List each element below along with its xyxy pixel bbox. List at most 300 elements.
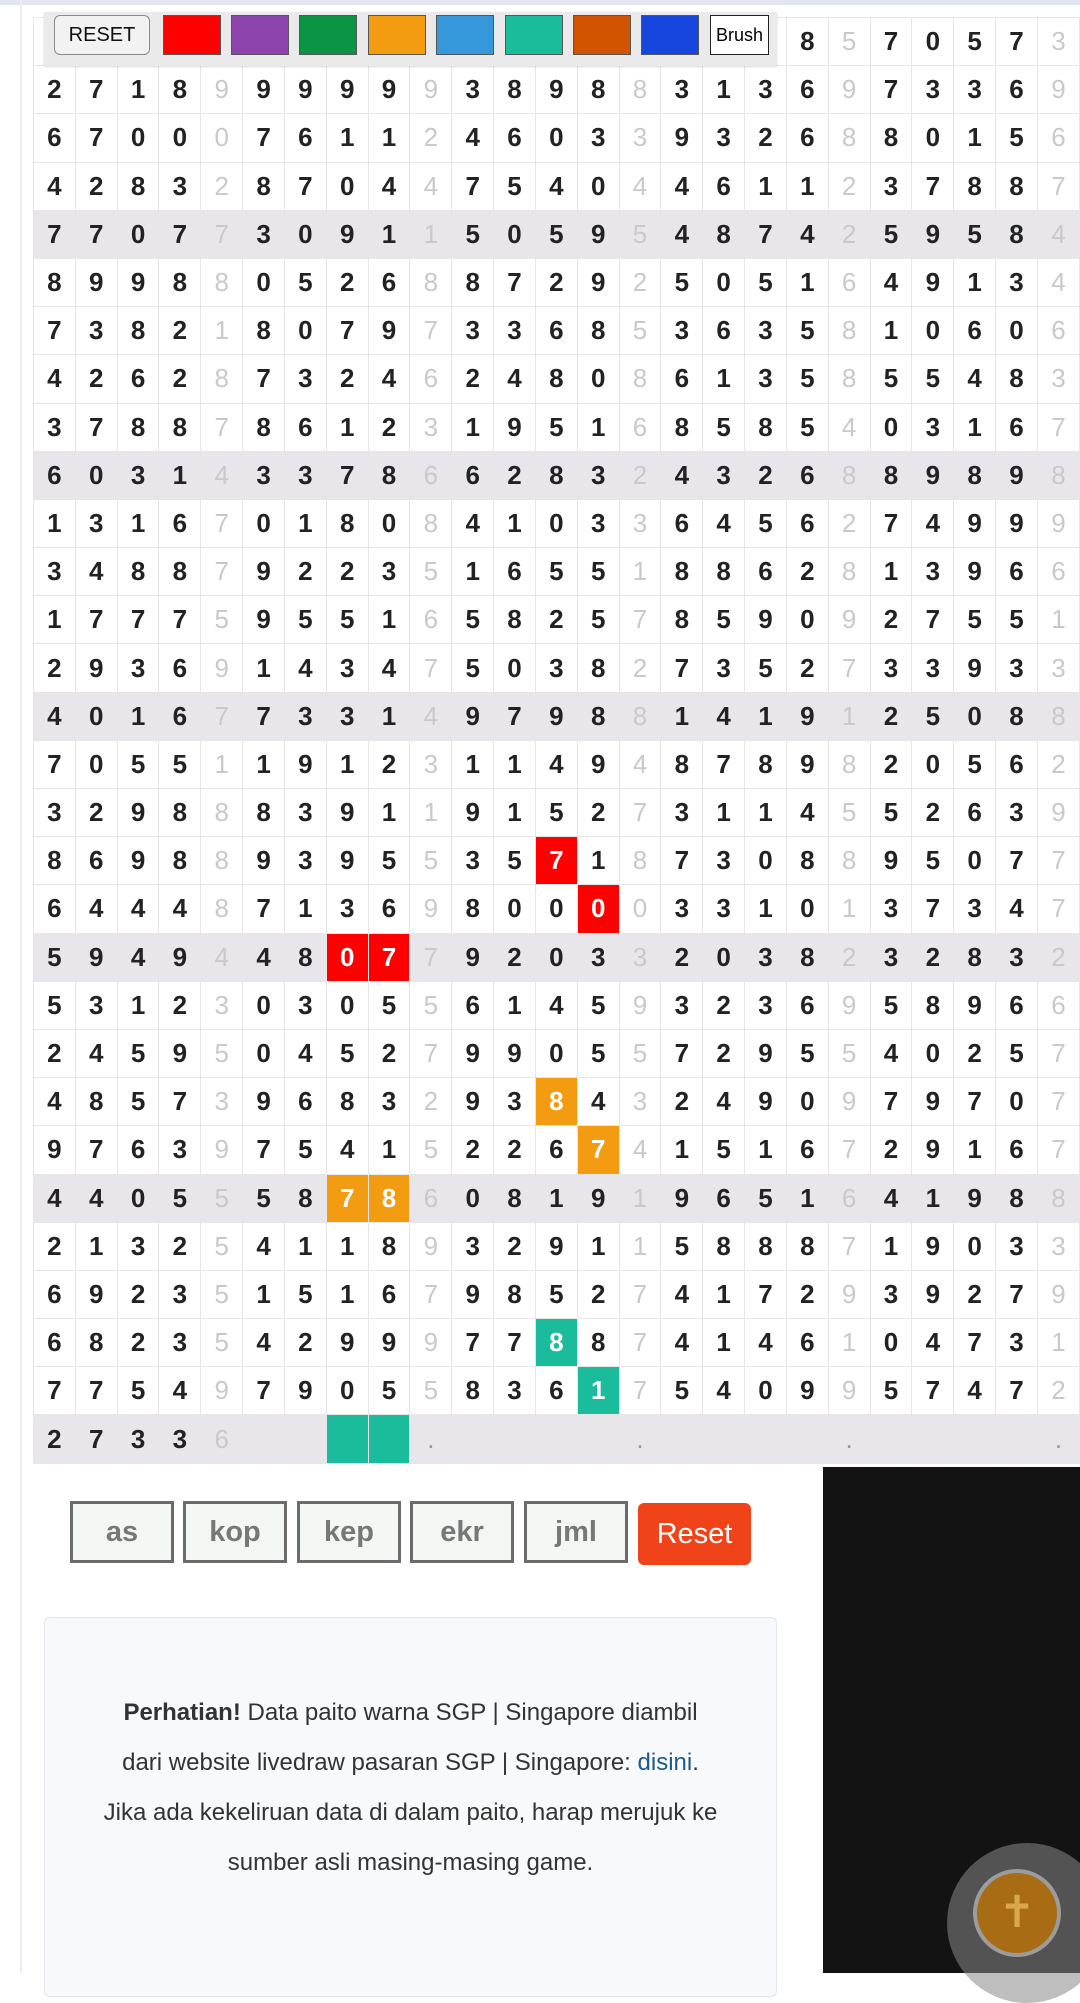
grid-cell[interactable]: 2	[34, 1222, 76, 1270]
grid-cell[interactable]: 1	[954, 258, 996, 306]
grid-cell[interactable]: 0	[243, 499, 285, 547]
grid-cell[interactable]: 3	[284, 837, 326, 885]
grid-cell[interactable]: 0	[75, 740, 117, 788]
grid-cell[interactable]: 8	[34, 837, 76, 885]
grid-cell[interactable]: 6	[410, 1174, 452, 1222]
grid-cell[interactable]: 2	[284, 548, 326, 596]
grid-cell[interactable]: 6	[201, 1415, 243, 1463]
grid-cell[interactable]: 3	[996, 644, 1038, 692]
grid-cell[interactable]: 9	[159, 933, 201, 981]
grid-cell[interactable]: 9	[410, 1319, 452, 1367]
grid-cell[interactable]: 9	[870, 837, 912, 885]
grid-cell[interactable]: 2	[745, 451, 787, 499]
grid-cell[interactable]: 4	[828, 403, 870, 451]
grid-cell[interactable]: 4	[452, 114, 494, 162]
grid-cell[interactable]: 4	[117, 933, 159, 981]
grid-cell[interactable]: 1	[494, 740, 536, 788]
grid-cell[interactable]: 8	[745, 740, 787, 788]
grid-cell[interactable]: 5	[326, 596, 368, 644]
grid-cell[interactable]: 7	[34, 1367, 76, 1415]
grid-cell[interactable]: 4	[745, 1319, 787, 1367]
grid-cell[interactable]: 6	[452, 451, 494, 499]
color-swatch-red[interactable]	[163, 15, 221, 55]
grid-cell[interactable]: 6	[786, 114, 828, 162]
grid-cell[interactable]: 5	[201, 1029, 243, 1077]
grid-cell[interactable]: 7	[828, 1222, 870, 1270]
grid-cell[interactable]: 0	[326, 933, 368, 981]
grid-cell[interactable]: 7	[75, 1367, 117, 1415]
grid-cell[interactable]: 7	[619, 596, 661, 644]
grid-cell[interactable]: 2	[870, 740, 912, 788]
grid-cell[interactable]: 7	[703, 740, 745, 788]
grid-cell[interactable]: 1	[410, 210, 452, 258]
grid-cell[interactable]: 6	[34, 114, 76, 162]
grid-cell[interactable]: 7	[410, 1270, 452, 1318]
grid-cell[interactable]: 9	[828, 596, 870, 644]
grid-cell[interactable]: 7	[243, 885, 285, 933]
grid-cell[interactable]: 7	[1037, 1126, 1079, 1174]
grid-cell[interactable]: 1	[703, 355, 745, 403]
grid-cell[interactable]: 5	[201, 1270, 243, 1318]
grid-cell[interactable]: 7	[996, 1367, 1038, 1415]
grid-cell[interactable]: 0	[912, 307, 954, 355]
grid-cell[interactable]: 0	[577, 162, 619, 210]
grid-cell[interactable]: 8	[745, 403, 787, 451]
grid-cell[interactable]: 5	[661, 1367, 703, 1415]
grid-cell[interactable]: 5	[117, 740, 159, 788]
grid-cell[interactable]: 3	[954, 66, 996, 114]
grid-cell[interactable]: 8	[661, 403, 703, 451]
grid-cell[interactable]: 5	[786, 355, 828, 403]
grid-cell[interactable]: 1	[117, 981, 159, 1029]
grid-cell[interactable]	[912, 1415, 954, 1463]
grid-cell[interactable]: 1	[368, 692, 410, 740]
grid-cell[interactable]: 9	[954, 981, 996, 1029]
grid-cell[interactable]: 0	[870, 403, 912, 451]
grid-cell[interactable]: 8	[284, 933, 326, 981]
grid-cell[interactable]: 7	[996, 18, 1038, 66]
grid-cell[interactable]: 8	[577, 644, 619, 692]
grid-cell[interactable]: 7	[912, 596, 954, 644]
grid-cell[interactable]: 0	[996, 1078, 1038, 1126]
grid-cell[interactable]: 5	[117, 1078, 159, 1126]
grid-cell[interactable]: 4	[494, 355, 536, 403]
grid-cell[interactable]: 5	[34, 981, 76, 1029]
grid-cell[interactable]: 5	[619, 1029, 661, 1077]
grid-cell[interactable]: 3	[159, 1415, 201, 1463]
grid-cell[interactable]: 2	[75, 162, 117, 210]
grid-cell[interactable]: 4	[535, 740, 577, 788]
grid-cell[interactable]: 4	[954, 355, 996, 403]
grid-cell[interactable]: 2	[828, 499, 870, 547]
grid-cell[interactable]: 8	[494, 596, 536, 644]
grid-cell[interactable]: 8	[912, 981, 954, 1029]
grid-cell[interactable]: 2	[786, 1270, 828, 1318]
jml-input[interactable]: jml	[524, 1501, 628, 1563]
grid-cell[interactable]: 7	[828, 644, 870, 692]
grid-cell[interactable]: 1	[368, 210, 410, 258]
kop-input[interactable]: kop	[183, 1501, 287, 1563]
grid-cell[interactable]: 2	[745, 114, 787, 162]
grid-cell[interactable]: 9	[368, 307, 410, 355]
grid-cell[interactable]: 9	[577, 258, 619, 306]
color-swatch-dark-orange[interactable]	[573, 15, 631, 55]
grid-cell[interactable]: 2	[284, 1319, 326, 1367]
grid-cell[interactable]: 4	[243, 1222, 285, 1270]
grid-cell[interactable]: 9	[1037, 1270, 1079, 1318]
grid-cell[interactable]: 3	[1037, 644, 1079, 692]
grid-cell[interactable]: 3	[117, 644, 159, 692]
grid-cell[interactable]: 9	[326, 66, 368, 114]
grid-cell[interactable]: 5	[912, 692, 954, 740]
grid-cell[interactable]: 5	[703, 1126, 745, 1174]
grid-cell[interactable]: 9	[452, 1270, 494, 1318]
grid-cell[interactable]: 5	[410, 837, 452, 885]
grid-cell[interactable]: 9	[452, 692, 494, 740]
grid-cell[interactable]: 9	[954, 644, 996, 692]
grid-cell[interactable]: 8	[159, 789, 201, 837]
grid-cell[interactable]: 6	[452, 981, 494, 1029]
grid-cell[interactable]: 6	[703, 162, 745, 210]
grid-cell[interactable]: 2	[577, 1270, 619, 1318]
grid-cell[interactable]: 6	[1037, 307, 1079, 355]
grid-cell[interactable]: 3	[159, 1319, 201, 1367]
grid-cell[interactable]: 9	[410, 1222, 452, 1270]
grid-cell[interactable]: 3	[912, 403, 954, 451]
grid-cell[interactable]: 5	[954, 210, 996, 258]
grid-cell[interactable]: 3	[117, 1415, 159, 1463]
grid-cell[interactable]: 4	[201, 933, 243, 981]
brush-button[interactable]: Brush	[710, 15, 769, 55]
grid-cell[interactable]: 7	[326, 307, 368, 355]
grid-cell[interactable]: 2	[661, 933, 703, 981]
grid-cell[interactable]: 3	[996, 789, 1038, 837]
grid-cell[interactable]: 4	[912, 1319, 954, 1367]
grid-cell[interactable]: 6	[703, 1174, 745, 1222]
grid-cell[interactable]: 4	[577, 1078, 619, 1126]
grid-cell[interactable]: 4	[284, 1029, 326, 1077]
grid-cell[interactable]: 2	[326, 548, 368, 596]
grid-cell[interactable]: 8	[494, 1174, 536, 1222]
grid-cell[interactable]: 9	[410, 66, 452, 114]
grid-cell[interactable]: 7	[1037, 837, 1079, 885]
grid-cell[interactable]: 4	[368, 355, 410, 403]
grid-cell[interactable]: 8	[159, 66, 201, 114]
grid-cell[interactable]: 7	[159, 1078, 201, 1126]
grid-cell[interactable]	[535, 1415, 577, 1463]
grid-cell[interactable]: 3	[34, 548, 76, 596]
grid-cell[interactable]: 6	[284, 1078, 326, 1126]
grid-cell[interactable]: 8	[452, 1367, 494, 1415]
grid-cell[interactable]: 8	[745, 1222, 787, 1270]
grid-cell[interactable]: 7	[619, 1367, 661, 1415]
grid-cell[interactable]: 5	[786, 403, 828, 451]
grid-cell[interactable]: 5	[619, 307, 661, 355]
grid-cell[interactable]: 2	[410, 1078, 452, 1126]
grid-cell[interactable]: 8	[996, 355, 1038, 403]
grid-cell[interactable]: 6	[996, 1126, 1038, 1174]
grid-cell[interactable]: 1	[452, 740, 494, 788]
grid-cell[interactable]: 5	[410, 1367, 452, 1415]
grid-cell[interactable]: 0	[494, 210, 536, 258]
grid-cell[interactable]: 9	[326, 789, 368, 837]
grid-cell[interactable]: 1	[326, 1270, 368, 1318]
grid-cell[interactable]: 3	[954, 885, 996, 933]
grid-cell[interactable]: 6	[284, 403, 326, 451]
grid-cell[interactable]: 6	[535, 1367, 577, 1415]
grid-cell[interactable]: 9	[34, 1126, 76, 1174]
grid-cell[interactable]: 0	[326, 1367, 368, 1415]
grid-cell[interactable]: 3	[870, 162, 912, 210]
grid-cell[interactable]: 8	[870, 451, 912, 499]
grid-cell[interactable]: 2	[452, 1126, 494, 1174]
grid-cell[interactable]: 9	[452, 1078, 494, 1126]
grid-cell[interactable]: 8	[326, 1078, 368, 1126]
grid-cell[interactable]: 7	[284, 162, 326, 210]
grid-cell[interactable]	[577, 1415, 619, 1463]
grid-cell[interactable]: 5	[201, 1222, 243, 1270]
grid-cell[interactable]: 9	[828, 1367, 870, 1415]
grid-cell[interactable]: 9	[326, 1319, 368, 1367]
grid-cell[interactable]: 4	[703, 499, 745, 547]
grid-cell[interactable]: 2	[619, 451, 661, 499]
grid-cell[interactable]: 4	[1037, 210, 1079, 258]
grid-cell[interactable]: 5	[828, 18, 870, 66]
grid-cell[interactable]: 2	[535, 596, 577, 644]
grid-cell[interactable]: 0	[284, 210, 326, 258]
grid-cell[interactable]: 9	[912, 258, 954, 306]
grid-cell[interactable]: 6	[368, 885, 410, 933]
grid-cell[interactable]: 1	[243, 1270, 285, 1318]
grid-cell[interactable]: 0	[535, 499, 577, 547]
grid-cell[interactable]: 8	[954, 933, 996, 981]
grid-cell[interactable]: 9	[159, 1029, 201, 1077]
grid-cell[interactable]: 8	[452, 258, 494, 306]
grid-cell[interactable]: 4	[703, 692, 745, 740]
grid-cell[interactable]: 2	[1037, 1367, 1079, 1415]
grid-cell[interactable]: 7	[201, 403, 243, 451]
grid-cell[interactable]: 0	[535, 933, 577, 981]
grid-cell[interactable]	[284, 1415, 326, 1463]
grid-cell[interactable]: 1	[494, 981, 536, 1029]
grid-cell[interactable]: 7	[494, 692, 536, 740]
grid-cell[interactable]: 7	[619, 1270, 661, 1318]
grid-cell[interactable]: 2	[912, 789, 954, 837]
grid-cell[interactable]: 3	[619, 933, 661, 981]
grid-cell[interactable]: 7	[912, 885, 954, 933]
grid-cell[interactable]: 3	[494, 1367, 536, 1415]
grid-cell[interactable]: 9	[243, 66, 285, 114]
grid-cell[interactable]: 0	[159, 114, 201, 162]
grid-cell[interactable]: 5	[159, 740, 201, 788]
grid-cell[interactable]: 3	[996, 1319, 1038, 1367]
grid-cell[interactable]: 0	[117, 1174, 159, 1222]
grid-cell[interactable]: 6	[996, 548, 1038, 596]
grid-cell[interactable]: 4	[34, 692, 76, 740]
grid-cell[interactable]: 9	[828, 1078, 870, 1126]
grid-cell[interactable]: 3	[619, 1078, 661, 1126]
color-swatch-green[interactable]	[299, 15, 357, 55]
grid-cell[interactable]: 7	[494, 258, 536, 306]
grid-cell[interactable]: 8	[159, 258, 201, 306]
grid-cell[interactable]: 8	[996, 1174, 1038, 1222]
grid-cell[interactable]	[745, 1415, 787, 1463]
grid-cell[interactable]: 4	[75, 885, 117, 933]
grid-cell[interactable]: 1	[117, 499, 159, 547]
grid-cell[interactable]: 5	[912, 837, 954, 885]
grid-cell[interactable]: 5	[535, 1270, 577, 1318]
grid-cell[interactable]: 8	[1037, 451, 1079, 499]
grid-cell[interactable]: 4	[786, 210, 828, 258]
grid-cell[interactable]: 1	[326, 1222, 368, 1270]
grid-cell[interactable]: 1	[326, 740, 368, 788]
grid-cell[interactable]: 5	[535, 210, 577, 258]
grid-cell[interactable]: 8	[117, 162, 159, 210]
grid-cell[interactable]: 4	[34, 355, 76, 403]
calc-reset-button[interactable]: Reset	[638, 1503, 751, 1565]
grid-cell[interactable]: 9	[619, 981, 661, 1029]
grid-cell[interactable]: 2	[326, 355, 368, 403]
grid-cell[interactable]: 3	[284, 981, 326, 1029]
grid-cell[interactable]: 4	[619, 1126, 661, 1174]
grid-cell[interactable]: 6	[786, 1319, 828, 1367]
grid-cell[interactable]: 5	[535, 548, 577, 596]
grid-cell[interactable]: 1	[954, 1126, 996, 1174]
grid-cell[interactable]: 1	[494, 789, 536, 837]
grid-cell[interactable]: 1	[828, 885, 870, 933]
grid-cell[interactable]: 8	[201, 355, 243, 403]
grid-cell[interactable]: 8	[996, 162, 1038, 210]
grid-cell[interactable]: 8	[703, 548, 745, 596]
grid-cell[interactable]: 8	[828, 837, 870, 885]
grid-cell[interactable]: 3	[75, 307, 117, 355]
grid-cell[interactable]: 8	[1037, 692, 1079, 740]
grid-cell[interactable]: 6	[786, 499, 828, 547]
grid-cell[interactable]: 1	[243, 644, 285, 692]
grid-cell[interactable]: 6	[410, 355, 452, 403]
grid-cell[interactable]: 5	[284, 596, 326, 644]
grid-cell[interactable]: 2	[703, 1029, 745, 1077]
grid-cell[interactable]: 4	[786, 789, 828, 837]
grid-cell[interactable]: 0	[117, 210, 159, 258]
grid-cell[interactable]: 7	[159, 210, 201, 258]
grid-cell[interactable]: 3	[34, 403, 76, 451]
grid-cell[interactable]: 9	[452, 933, 494, 981]
grid-cell[interactable]: 4	[410, 692, 452, 740]
grid-cell[interactable]: 7	[619, 789, 661, 837]
grid-cell[interactable]: 1	[661, 692, 703, 740]
grid-cell[interactable]: 1	[786, 1174, 828, 1222]
grid-cell[interactable]: 7	[201, 692, 243, 740]
grid-cell[interactable]: 1	[828, 692, 870, 740]
grid-cell[interactable]: 3	[117, 1222, 159, 1270]
grid-cell[interactable]: 7	[243, 114, 285, 162]
grid-cell[interactable]: 0	[368, 499, 410, 547]
grid-cell[interactable]: 2	[786, 548, 828, 596]
grid-cell[interactable]: 9	[1037, 66, 1079, 114]
grid-cell[interactable]: 5	[661, 258, 703, 306]
grid-cell[interactable]: 4	[661, 1319, 703, 1367]
grid-cell[interactable]: 9	[912, 1270, 954, 1318]
grid-cell[interactable]: 9	[284, 66, 326, 114]
grid-cell[interactable]: 8	[117, 403, 159, 451]
grid-cell[interactable]: 0	[954, 692, 996, 740]
grid-cell[interactable]: 7	[243, 355, 285, 403]
grid-cell[interactable]: 9	[201, 66, 243, 114]
color-swatch-teal[interactable]	[505, 15, 563, 55]
grid-cell[interactable]: 5	[284, 1126, 326, 1174]
grid-cell[interactable]: 6	[828, 258, 870, 306]
grid-cell[interactable]: 1	[954, 403, 996, 451]
grid-cell[interactable]: 2	[954, 1029, 996, 1077]
grid-cell[interactable]: 8	[201, 885, 243, 933]
grid-cell[interactable]: 8	[661, 548, 703, 596]
grid-cell[interactable]: 8	[159, 837, 201, 885]
grid-cell[interactable]: 4	[243, 933, 285, 981]
grid-cell[interactable]: 1	[368, 1126, 410, 1174]
grid-cell[interactable]: 4	[912, 499, 954, 547]
grid-cell[interactable]: 6	[786, 451, 828, 499]
grid-cell[interactable]: 4	[870, 258, 912, 306]
grid-cell[interactable]: 4	[619, 162, 661, 210]
grid-cell[interactable]: 8	[619, 692, 661, 740]
grid-cell[interactable]: 9	[201, 1367, 243, 1415]
grid-cell[interactable]: 5	[577, 596, 619, 644]
grid-cell[interactable]: 4	[619, 740, 661, 788]
grid-cell[interactable]: 6	[117, 355, 159, 403]
grid-cell[interactable]: 2	[368, 740, 410, 788]
grid-cell[interactable]: 5	[368, 981, 410, 1029]
grid-cell[interactable]: 4	[703, 1078, 745, 1126]
grid-cell[interactable]: 1	[577, 1222, 619, 1270]
grid-cell[interactable]: 2	[954, 1270, 996, 1318]
grid-cell[interactable]: 9	[117, 258, 159, 306]
grid-cell[interactable]: 7	[75, 403, 117, 451]
grid-cell[interactable]: 0	[494, 644, 536, 692]
grid-cell[interactable]: 8	[661, 740, 703, 788]
grid-cell[interactable]: 0	[912, 1029, 954, 1077]
grid-cell[interactable]: 7	[201, 210, 243, 258]
grid-cell[interactable]: 3	[745, 981, 787, 1029]
grid-cell[interactable]: 1	[619, 1174, 661, 1222]
grid-cell[interactable]: 6	[159, 644, 201, 692]
grid-cell[interactable]: 9	[452, 1029, 494, 1077]
grid-cell[interactable]: 5	[786, 1029, 828, 1077]
grid-cell[interactable]: 5	[745, 258, 787, 306]
grid-cell[interactable]: 8	[577, 66, 619, 114]
grid-cell[interactable]: 3	[996, 1222, 1038, 1270]
grid-cell[interactable]: 7	[410, 307, 452, 355]
grid-cell[interactable]: 7	[326, 1174, 368, 1222]
grid-cell[interactable]: 5	[452, 596, 494, 644]
grid-cell[interactable]: 8	[243, 307, 285, 355]
grid-cell[interactable]: 4	[535, 981, 577, 1029]
grid-cell[interactable]: 7	[159, 596, 201, 644]
grid-cell[interactable]: 4	[75, 1174, 117, 1222]
grid-cell[interactable]: 5	[284, 258, 326, 306]
grid-cell[interactable]: 1	[34, 499, 76, 547]
grid-cell[interactable]: 1	[577, 1367, 619, 1415]
grid-cell[interactable]: 8	[326, 499, 368, 547]
grid-cell[interactable]	[661, 1415, 703, 1463]
grid-cell[interactable]: 8	[703, 1222, 745, 1270]
grid-cell[interactable]: 3	[159, 162, 201, 210]
grid-cell[interactable]: 7	[34, 210, 76, 258]
grid-cell[interactable]: 5	[34, 933, 76, 981]
grid-cell[interactable]: 4	[410, 162, 452, 210]
grid-cell[interactable]: 3	[75, 981, 117, 1029]
grid-cell[interactable]: 8	[117, 548, 159, 596]
